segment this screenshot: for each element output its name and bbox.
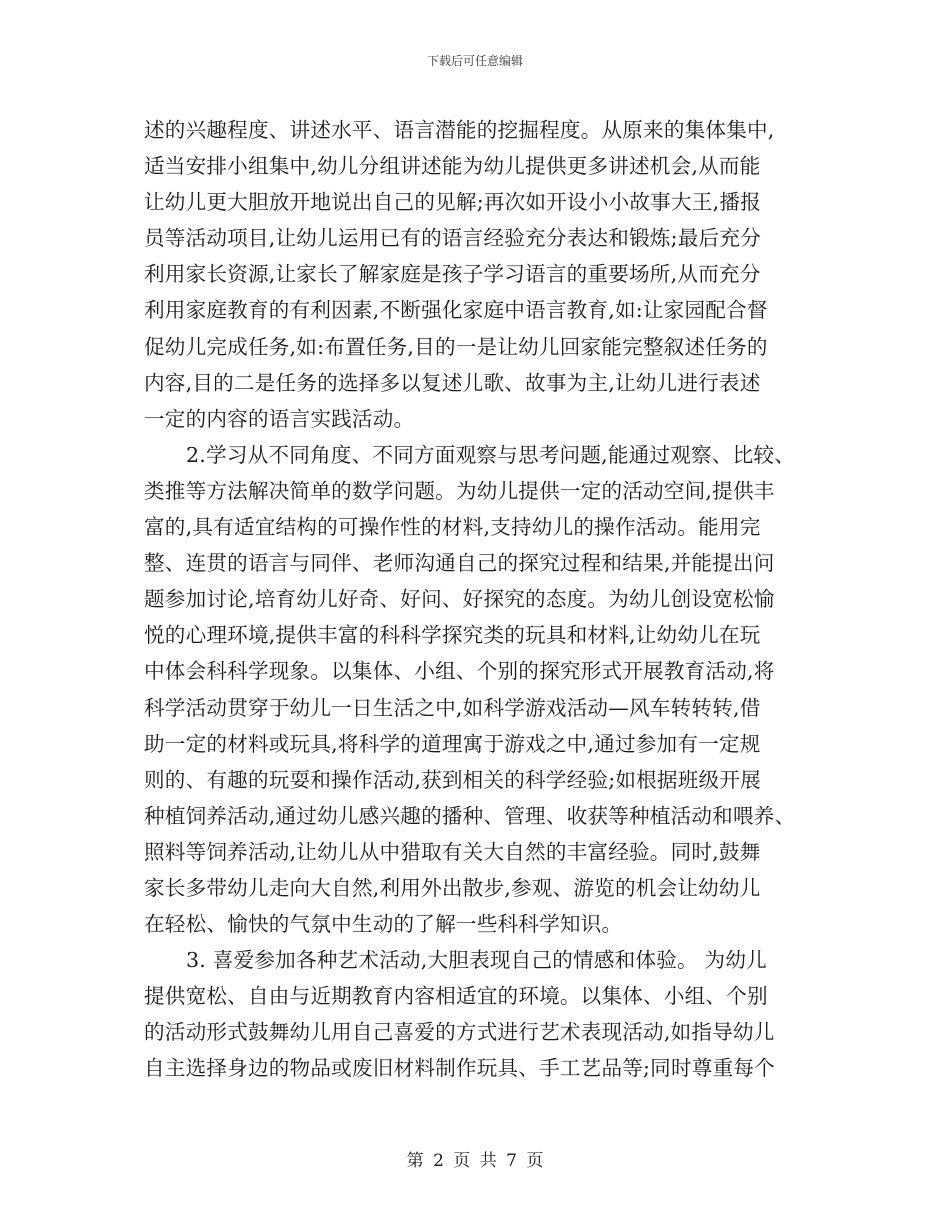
text-line: 种植饲养活动,通过幼儿感兴趣的播种、管理、收获等种植活动和喂养、 <box>144 803 796 828</box>
text-line: 悦的心理环境,提供丰富的科科学探究类的玩具和材料,让幼幼儿在玩 <box>144 623 761 648</box>
text-line: 题参加讨论,培育幼儿好奇、好问、好探究的态度。为幼儿创设宽松愉 <box>144 587 775 612</box>
text-line: 一定的内容的语言实践活动。 <box>144 406 415 431</box>
text-line: 让幼儿更大胆放开地说出自己的见解;再次如开设小小故事大王,播报 <box>144 190 761 215</box>
text-line: 述的兴趣程度、讲述水平、语言潜能的挖掘程度。从原来的集体集中, <box>144 118 775 142</box>
text-line: 适当安排小组集中,幼儿分组讲述能为幼儿提供更多讲述机会,从而能 <box>144 154 761 179</box>
text-line: 内容,目的二是任务的选择多以复述儿歌、故事为主,让幼儿进行表述 <box>144 370 761 395</box>
text-line: 科学活动贯穿于幼儿一日生活之中,如科学游戏活动—风车转转转,借 <box>144 695 761 720</box>
text-line: 家长多带幼儿走向大自然,利用外出散步,参观、游览的机会让幼幼儿 <box>144 875 761 900</box>
paragraph-start-line: 2.学习从不同角度、不同方面观察与思考问题,能通过观察、比较、 <box>186 442 796 467</box>
text-line: 则的、有趣的玩耍和操作活动,获到相关的科学经验;如根据班级开展 <box>144 767 761 792</box>
text-line: 照料等饲养活动,让幼儿从中猎取有关大自然的丰富经验。同时,鼓舞 <box>144 839 761 864</box>
text-line: 整、连贯的语言与同伴、老师沟通自己的探究过程和结果,并能提出问 <box>144 551 775 576</box>
text-line: 促幼儿完成任务,如:布置任务,目的一是让幼儿回家能完整叙述任务的 <box>144 334 768 359</box>
page-header: 下载后可任意编辑 <box>426 54 523 68</box>
text-line: 中体会科科学现象。以集体、小组、个别的探究形式开展教育活动,将 <box>144 659 775 684</box>
text-line: 在轻松、愉快的气氛中生动的了解一些科科学知识。 <box>144 912 623 937</box>
text-line: 利用家庭教育的有利因素,不断强化家庭中语言教育,如:让家园配合督 <box>144 298 768 323</box>
text-line: 的活动形式鼓舞幼儿用自己喜爱的方式进行艺术表现活动,如指导幼儿 <box>144 1020 775 1045</box>
text-line: 富的,具有适宜结构的可操作性的材料,支持幼儿的操作活动。能用完 <box>144 515 761 540</box>
document-body <box>144 112 816 1087</box>
text-line: 利用家长资源,让家长了解家庭是孩子学习语言的重要场所,从而充分 <box>144 262 761 287</box>
text-line: 自主选择身边的物品或废旧材料制作玩具、手工艺品等;同时尊重每个 <box>144 1056 775 1081</box>
text-line: 类推等方法解决简单的数学问题。为幼儿提供一定的活动空间,提供丰 <box>144 478 775 503</box>
text-line: 助一定的材料或玩具,将科学的道理寓于游戏之中,通过参加有一定规 <box>144 731 761 756</box>
paragraph-start-line: 3. 喜爱参加各种艺术活动,大胆表现自己的情感和体验。 为幼儿 <box>186 948 767 973</box>
page-number-footer: 第 2 页 共 7 页 <box>406 1151 544 1171</box>
text-line: 员等活动项目,让幼儿运用已有的语言经验充分表达和锻炼;最后充分 <box>144 226 761 251</box>
text-line: 提供宽松、自由与近期教育内容相适宜的环境。以集体、小组、个别 <box>144 984 768 1009</box>
